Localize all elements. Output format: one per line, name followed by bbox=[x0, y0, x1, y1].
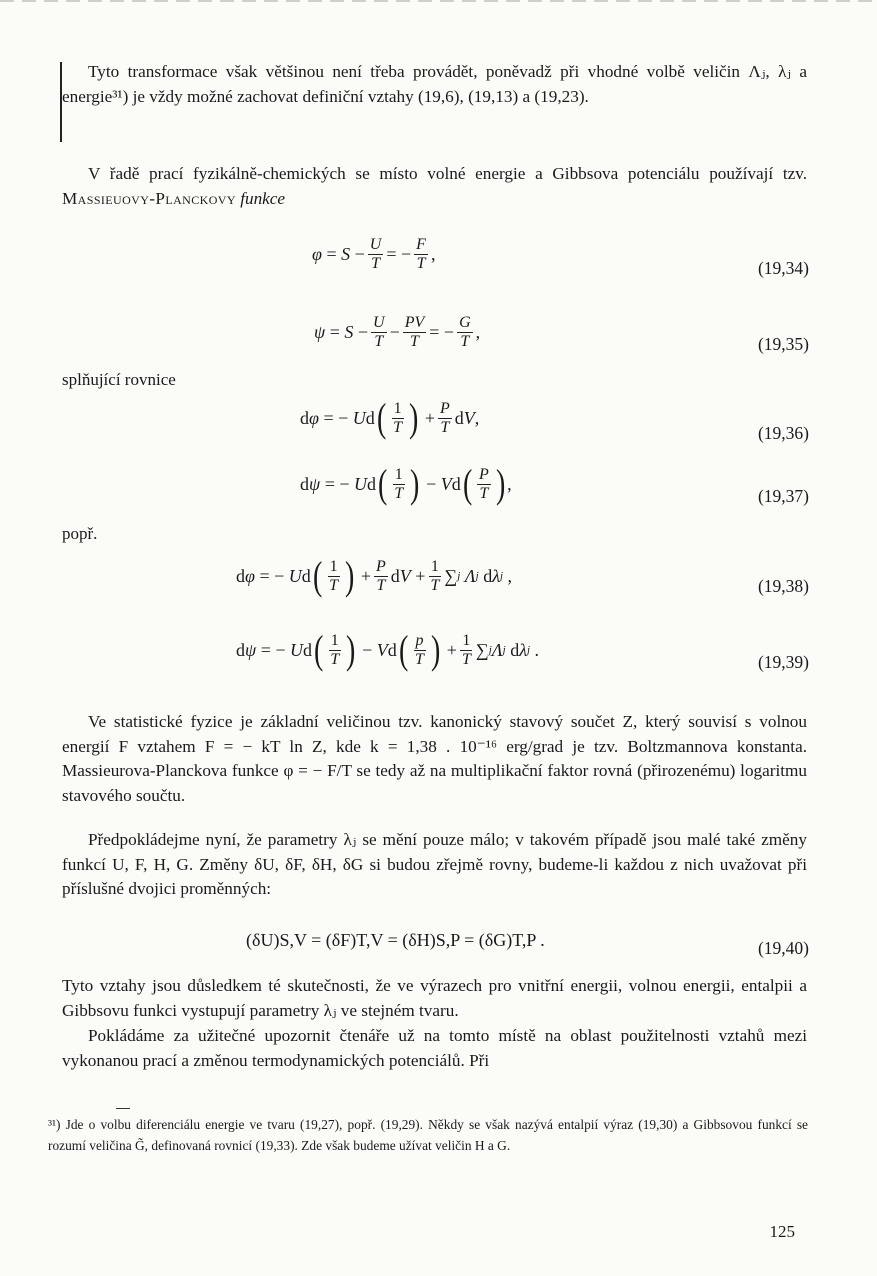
equation-19-35: ψ = S − $\frac{U}{T}$ − $\frac{PV}{T}$ = − $\frac{G}{T}$ , bbox=[314, 314, 481, 350]
paragraph-2 bbox=[62, 162, 807, 211]
footnote-rule bbox=[116, 1108, 130, 1109]
equation-number-19-38: (19,38) bbox=[757, 576, 809, 596]
equation-number-19-40: (19,40) bbox=[757, 938, 809, 958]
label-or: popř. bbox=[62, 524, 98, 543]
equation-19-39: d ψ = − U d ( $\frac{1}{T}$ ) − V d ( $\frac{p}{T}$ ) + $\frac{1}{T}$ ∑ j Λ j d λ j . bbox=[236, 627, 540, 672]
footnote-31: ³¹) Jde o volbu diferenciálu energie ve tvaru (19,27), popř. (19,29). Někdy se však nazývá entalpií výraz (19,30) a Gibbsovou funkcí se rozumí veličina G̃, definovaná rovnicí (19,33). Zde však budeme užívat veličin H a G. bbox=[48, 1117, 808, 1153]
paragraph-4: Předpokládejme nyní, že parametry λⱼ se mění pouze málo; v takovém případě jsou malé také změny funkcí U, F, H, G. Změny δU, δF, δH, δG si budou zřejmě rovny, budeme-li každou z nich uvažovat při příslušné dvojici proměnných: bbox=[62, 830, 807, 898]
paragraph-6: Pokládáme za užitečné upozornit čtenáře už na tomto místě na oblast použitelnosti vztahů mezi vykonanou prací a změnou termodynamických potenciálů. Při bbox=[62, 1026, 807, 1070]
equation-number-19-35: (19,35) bbox=[757, 334, 809, 354]
paragraph-1: Tyto transformace však většinou není třeba provádět, poněvadž při vhodné volbě veličin Λⱼ, λⱼ a energie³¹) je vždy možné zachovat definiční vztahy (19,6), (19,13) a (19,23). bbox=[62, 62, 807, 106]
equation-19-37: d ψ = − U d ( $\frac{1}{T}$ ) − V d ( $\frac{P}{T}$ ) , bbox=[300, 461, 512, 506]
equation-19-40: (δU)S,V = (δF)T,V = (δH)S,P = (δG)T,P . bbox=[246, 930, 545, 950]
paragraph-2-start: V řadě prací fyzikálně-chemických se místo volné energie a Gibbsova potenciálu používají tzv. bbox=[88, 164, 807, 183]
equation-number-19-37: (19,37) bbox=[757, 486, 809, 506]
page-number: 125 bbox=[769, 1222, 795, 1241]
paragraph-5: Tyto vztahy jsou důsledkem té skutečnosti, že ve výrazech pro vnitřní energii, volnou energii, entalpii a Gibbsovu funkci vystupují parametry λⱼ ve stejném tvaru. bbox=[62, 976, 807, 1020]
massieu-planck-names: Massieuovy-Planckovy bbox=[62, 188, 236, 208]
label-satisfying: splňující rovnice bbox=[62, 370, 176, 389]
equation-19-34: φ = S − $\frac{U}{T}$ = − $\frac{F}{T}$ , bbox=[312, 236, 436, 272]
page-top-edge bbox=[0, 0, 877, 2]
paragraph-2-end: funkce bbox=[240, 188, 286, 208]
equation-19-36: d φ = − U d ( $\frac{1}{T}$ ) + $\frac{P}{T}$ d V , bbox=[300, 395, 480, 440]
equation-number-19-34: (19,34) bbox=[757, 258, 809, 278]
equation-19-38: d φ = − U d ( $\frac{1}{T}$ ) + $\frac{P}{T}$ d V + $\frac{1}{T}$ ∑ j Λ j d λ j , bbox=[236, 553, 513, 598]
paragraph-3: Ve statistické fyzice je základní veličinou tzv. kanonický stavový součet Z, který souvisí s volnou energií F vztahem F = − kT ln Z, kde k = 1,38 . 10⁻¹⁶ erg/grad je tzv. Boltzmannova konstanta. Massieurova-Planckova funkce φ = − F/T se tedy až na multiplikační faktor rovná (přirozenému) logaritmu stavového součtu. bbox=[62, 712, 807, 805]
equation-number-19-36: (19,36) bbox=[757, 423, 809, 443]
equation-number-19-39: (19,39) bbox=[757, 652, 809, 672]
